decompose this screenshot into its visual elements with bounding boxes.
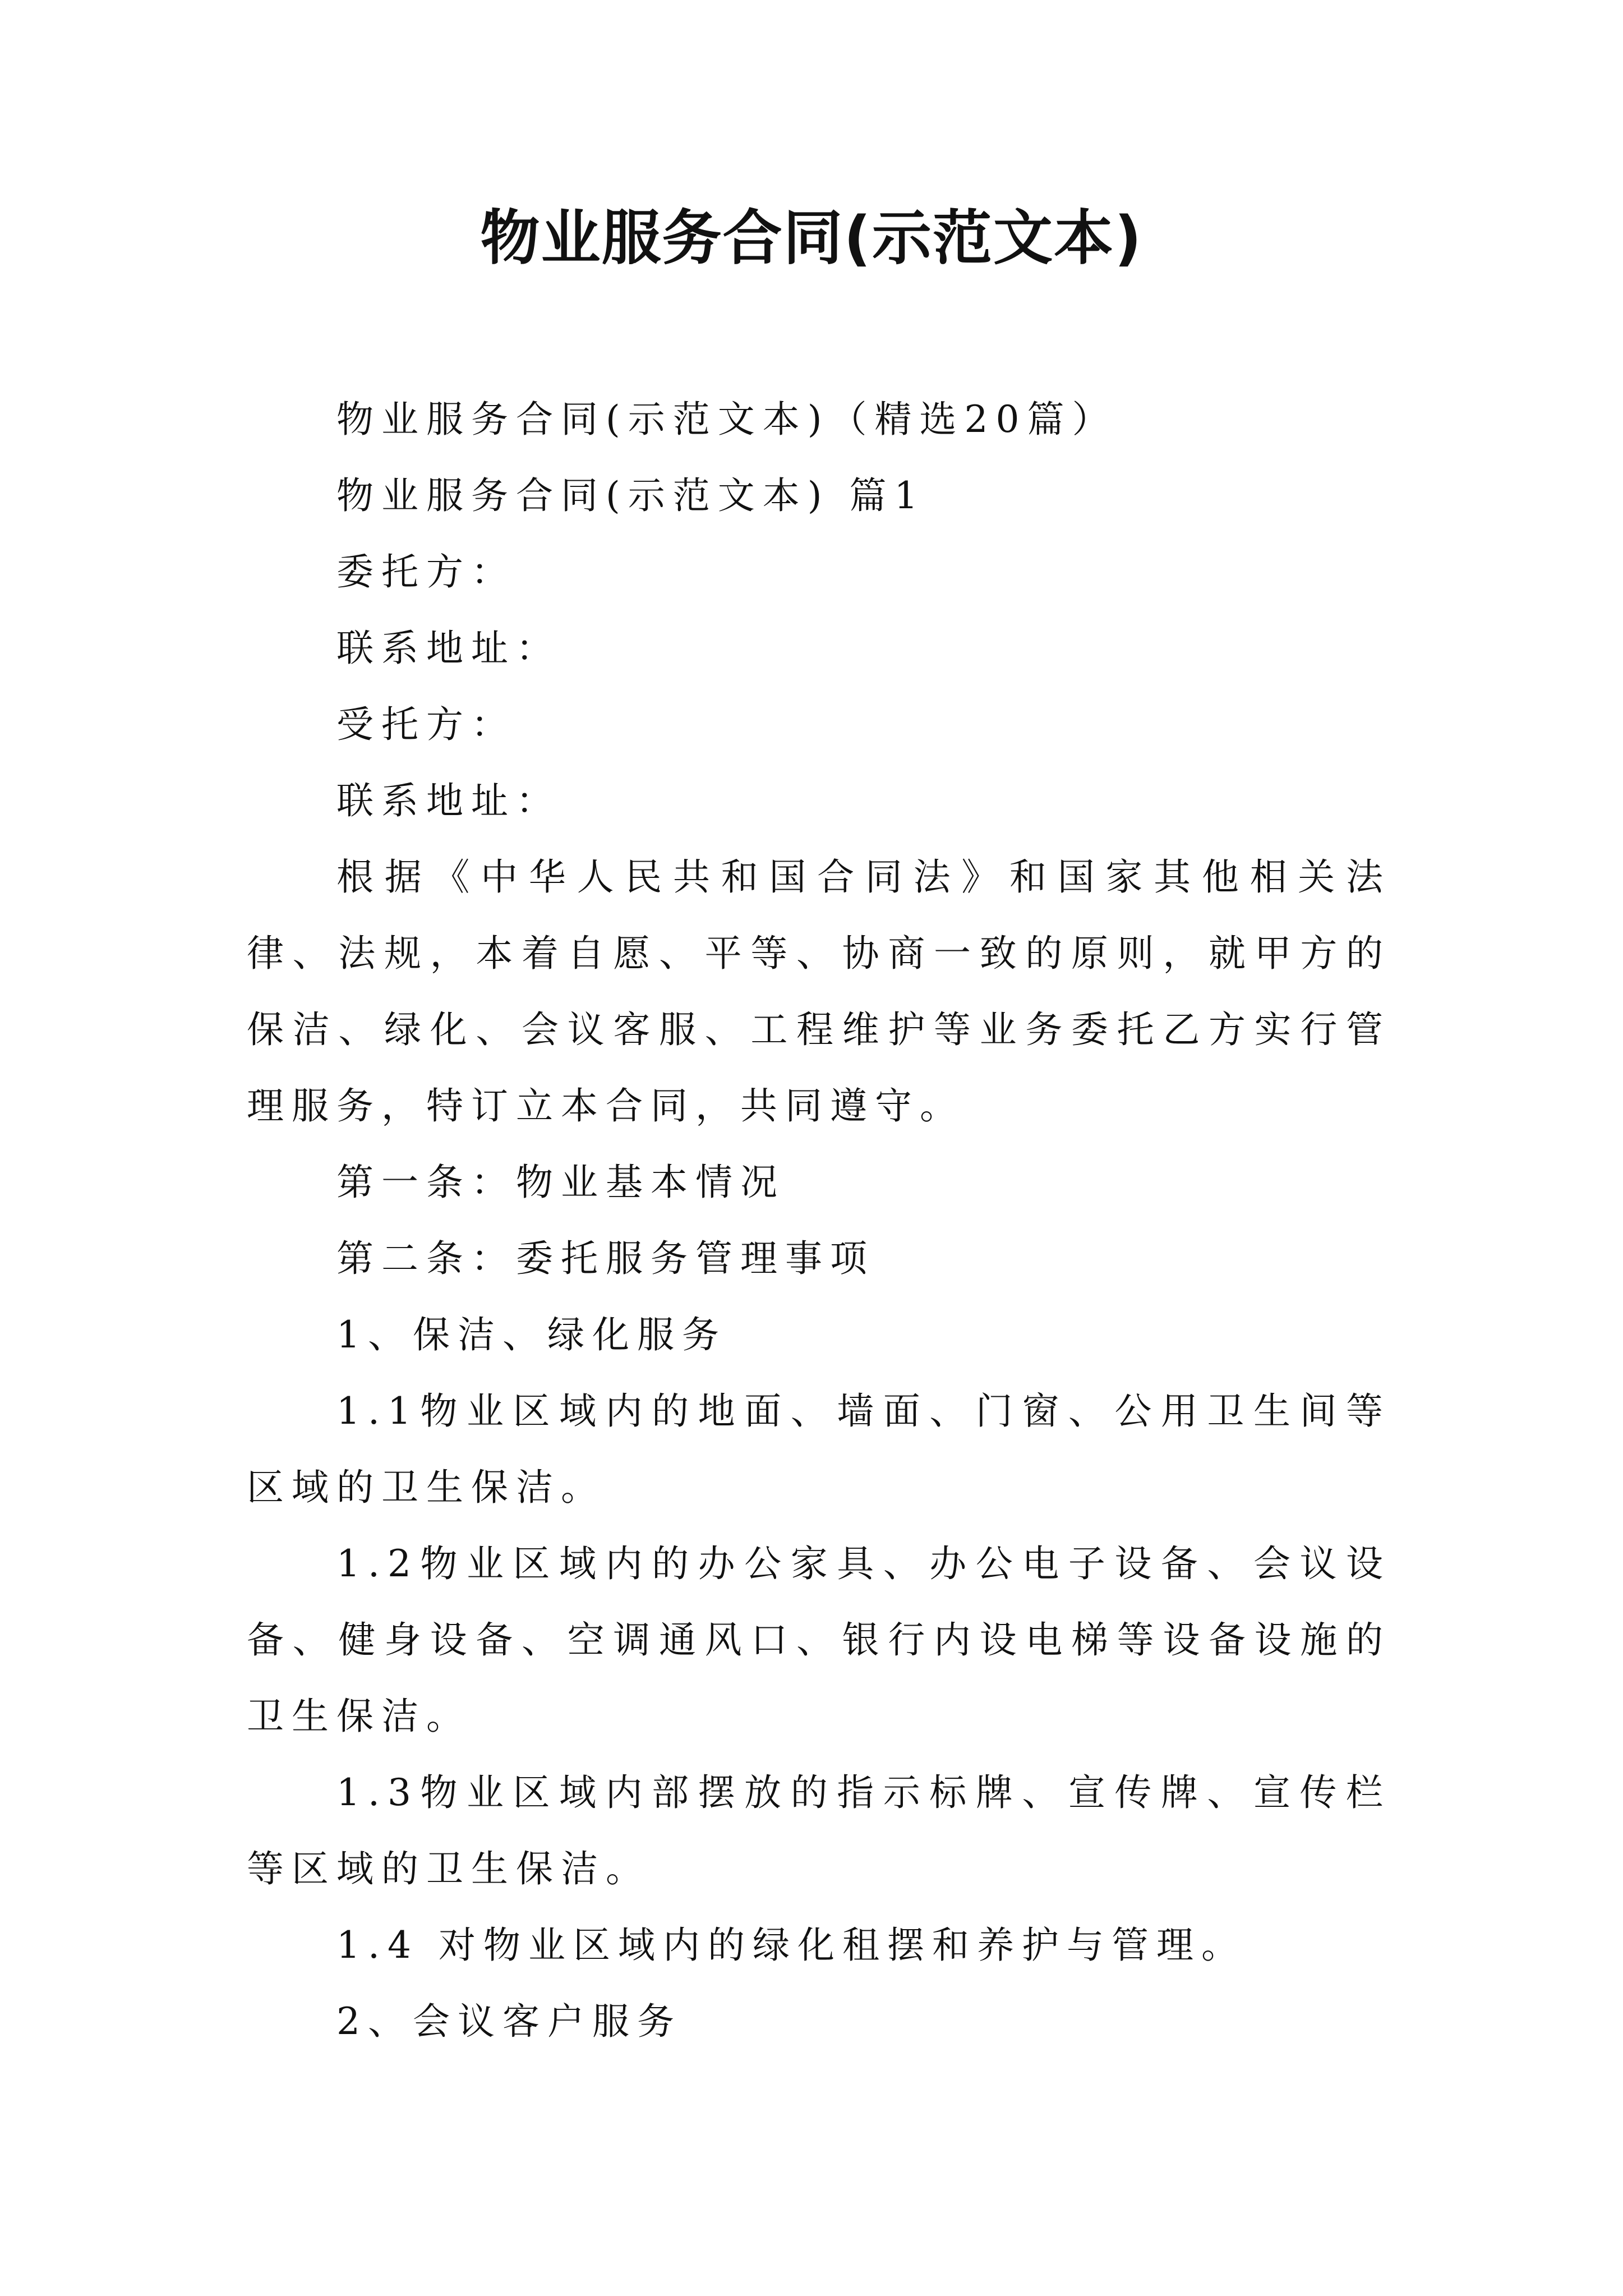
- paragraph-client-address: 联系地址：: [336, 627, 561, 670]
- paragraph-item-2: 2、会议客户服务: [336, 2000, 682, 2043]
- paragraph-section-heading: 物业服务合同(示范文本) 篇1: [336, 474, 926, 517]
- document-title: 物业服务合同(示范文本): [480, 204, 1143, 273]
- paragraph-contractor-address: 联系地址：: [336, 779, 561, 822]
- paragraph-subtitle: 物业服务合同(示范文本)（精选20篇）: [336, 398, 1117, 441]
- paragraph-contractor: 受托方：: [336, 703, 516, 746]
- paragraph-item-1-4: 1.4 对物业区域内的绿化租摆和养护与管理。: [336, 1924, 1246, 1967]
- paragraph-client: 委托方：: [336, 550, 516, 593]
- paragraph-preamble: 根据《中华人民共和国合同法》和国家其他相关法律、法规，本着自愿、平等、协商一致的原则，就甲方的保洁、绿化、会议客服、工程维护等业务委托乙方实行管理服务，特订立本合同，共同遵守。: [247, 855, 1391, 1128]
- paragraph-item-1-2: 1.2物业区域内的办公家具、办公电子设备、会议设备、健身设备、空调通风口、银行内设电梯等设备设施的卫生保洁。: [247, 1542, 1391, 1738]
- paragraph-article-1: 第一条：物业基本情况: [336, 1161, 785, 1204]
- paragraph-item-1-1: 1.1物业区域内的地面、墙面、门窗、公用卫生间等区域的卫生保洁。: [247, 1389, 1391, 1509]
- paragraph-item-1-3: 1.3物业区域内部摆放的指示标牌、宣传牌、宣传栏等区域的卫生保洁。: [247, 1771, 1391, 1890]
- paragraph-article-2: 第二条：委托服务管理事项: [336, 1237, 875, 1280]
- document-body: [247, 381, 1391, 2060]
- paragraph-item-1: 1、保洁、绿化服务: [336, 1313, 727, 1356]
